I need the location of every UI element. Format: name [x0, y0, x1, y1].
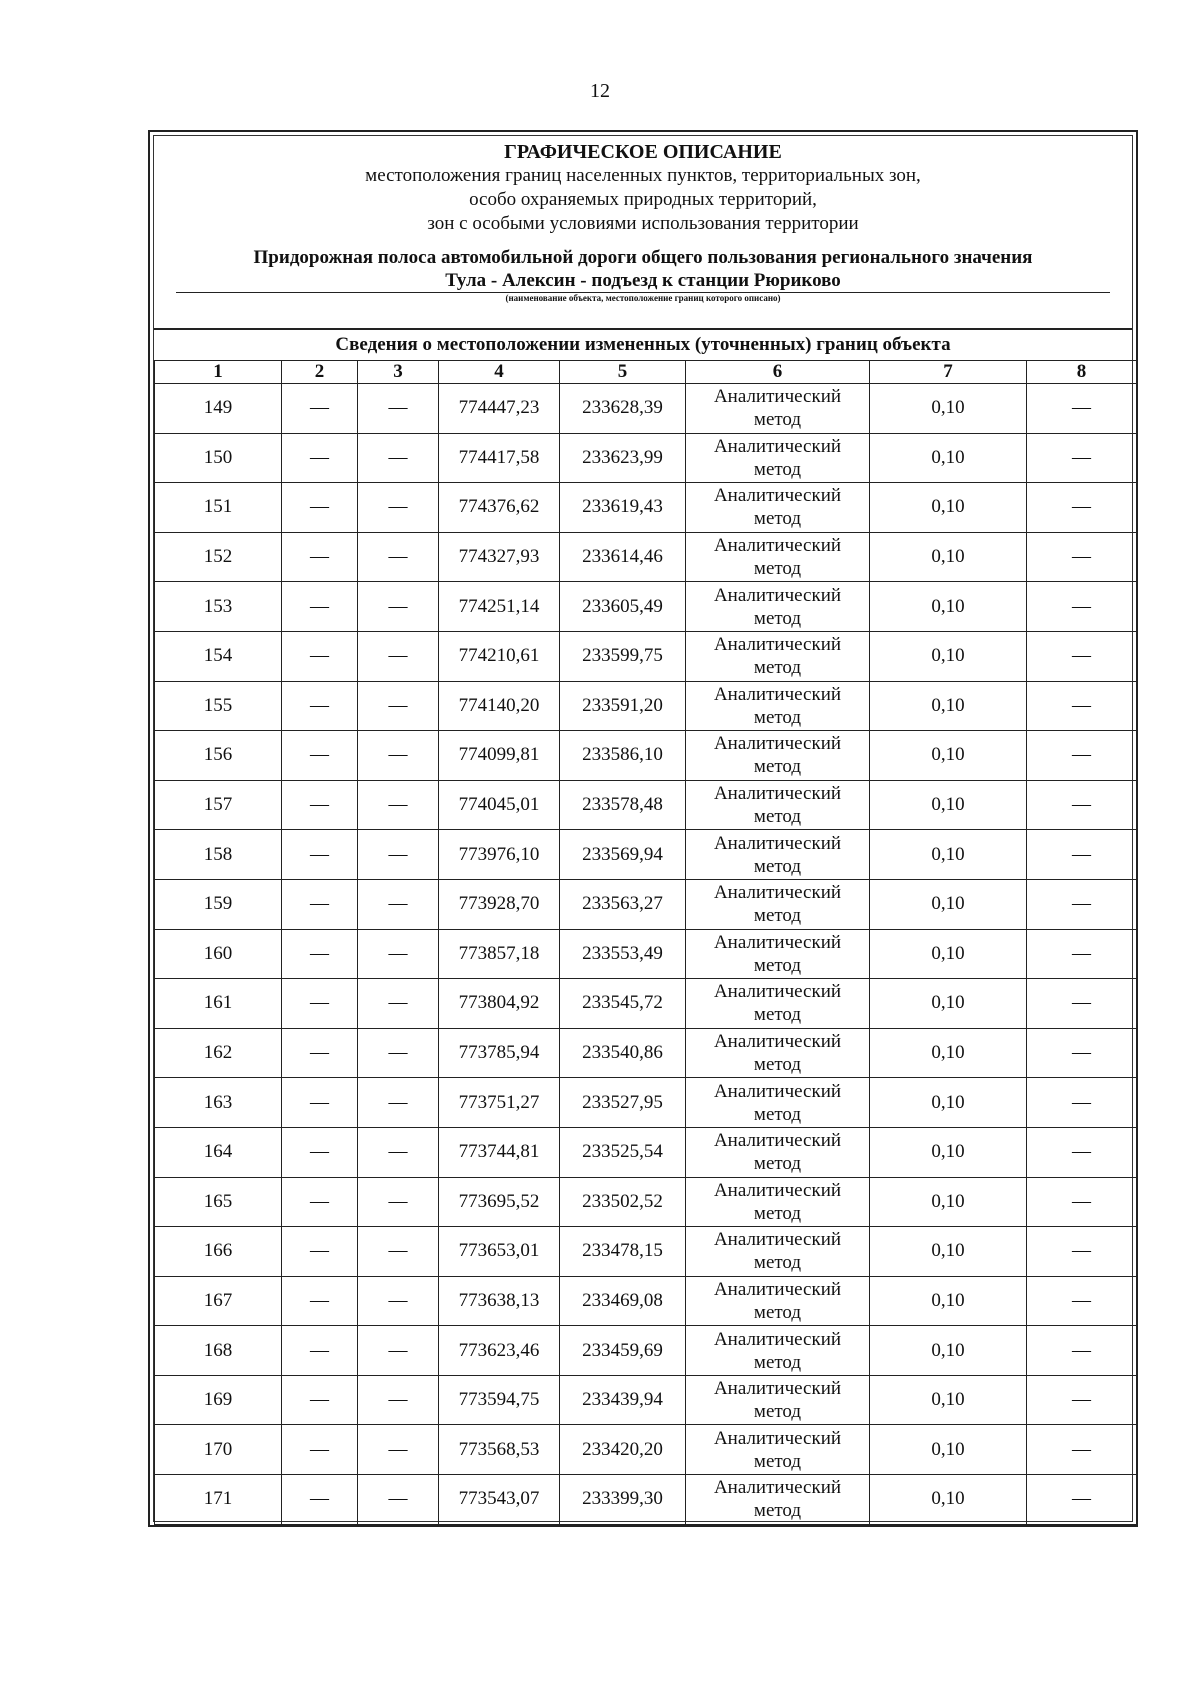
- method-line-1: Аналитический: [713, 1080, 842, 1102]
- empty-dash-cell: —: [282, 532, 358, 582]
- empty-dash-cell: —: [1027, 631, 1137, 681]
- accuracy-cell: 0,10: [870, 1078, 1027, 1128]
- accuracy-cell: 0,10: [870, 1475, 1027, 1525]
- y-coordinate-cell: 233586,10: [560, 731, 686, 781]
- empty-dash-cell: —: [1027, 1425, 1137, 1475]
- method-cell: [686, 979, 870, 1029]
- accuracy-cell: 0,10: [870, 681, 1027, 731]
- y-coordinate-cell: 233420,20: [560, 1425, 686, 1475]
- method-line-1: Аналитический: [713, 584, 842, 606]
- y-coordinate-cell: 233527,95: [560, 1078, 686, 1128]
- point-number-cell: 157: [155, 780, 282, 830]
- method-line-2: метод: [753, 706, 802, 728]
- y-coordinate-cell: 233459,69: [560, 1326, 686, 1376]
- document-inner-frame: [153, 135, 1133, 1522]
- method-cell: [686, 1375, 870, 1425]
- point-number-cell: 153: [155, 582, 282, 632]
- point-number-cell: 162: [155, 1028, 282, 1078]
- table-row: [155, 879, 1137, 929]
- empty-dash-cell: —: [1027, 384, 1137, 434]
- empty-dash-cell: —: [282, 1276, 358, 1326]
- method-cell: [686, 1475, 870, 1525]
- subtitle-line-1: местоположения границ населенных пунктов, территориальных зон,: [365, 165, 921, 186]
- table-header-row: [155, 361, 1137, 384]
- method-cell: [686, 384, 870, 434]
- empty-dash-cell: —: [282, 929, 358, 979]
- empty-dash-cell: —: [282, 1028, 358, 1078]
- y-coordinate-cell: 233569,94: [560, 830, 686, 880]
- empty-dash-cell: —: [1027, 1227, 1137, 1277]
- method-line-1: Аналитический: [713, 535, 842, 557]
- accuracy-cell: 0,10: [870, 1028, 1027, 1078]
- empty-dash-cell: —: [1027, 1475, 1137, 1525]
- method-line-1: Аналитический: [713, 1378, 842, 1400]
- document-title: ГРАФИЧЕСКОЕ ОПИСАНИЕ: [504, 141, 782, 163]
- method-cell: [686, 582, 870, 632]
- point-number-cell: 150: [155, 433, 282, 483]
- point-number-cell: 167: [155, 1276, 282, 1326]
- point-number-cell: 160: [155, 929, 282, 979]
- method-cell: [686, 681, 870, 731]
- y-coordinate-cell: 233619,43: [560, 483, 686, 533]
- method-line-2: метод: [753, 558, 802, 580]
- empty-dash-cell: —: [282, 1375, 358, 1425]
- object-name-line-2: Тула - Алексин - подъезд к станции Рюриково: [445, 270, 841, 291]
- empty-dash-cell: —: [282, 681, 358, 731]
- method-line-2: метод: [753, 1054, 802, 1076]
- accuracy-cell: 0,10: [870, 1127, 1027, 1177]
- accuracy-cell: 0,10: [870, 532, 1027, 582]
- method-line-1: Аналитический: [713, 882, 842, 904]
- table-row: [155, 631, 1137, 681]
- empty-dash-cell: —: [358, 979, 439, 1029]
- table-row: [155, 731, 1137, 781]
- method-line-1: Аналитический: [713, 435, 842, 457]
- accuracy-cell: 0,10: [870, 631, 1027, 681]
- table-row: [155, 532, 1137, 582]
- method-cell: [686, 929, 870, 979]
- point-number-cell: 158: [155, 830, 282, 880]
- x-coordinate-cell: 774376,62: [439, 483, 560, 533]
- x-coordinate-cell: 773594,75: [439, 1375, 560, 1425]
- x-coordinate-cell: 773857,18: [439, 929, 560, 979]
- x-coordinate-cell: 773568,53: [439, 1425, 560, 1475]
- empty-dash-cell: —: [1027, 532, 1137, 582]
- column-header: 2: [282, 361, 358, 384]
- method-line-2: метод: [753, 1103, 802, 1125]
- empty-dash-cell: —: [282, 1326, 358, 1376]
- method-line-1: Аналитический: [713, 832, 842, 854]
- subtitle-line-2: особо охраняемых природных территорий,: [469, 189, 817, 210]
- method-line-2: метод: [753, 1202, 802, 1224]
- table-row: [155, 1227, 1137, 1277]
- empty-dash-cell: —: [1027, 979, 1137, 1029]
- method-cell: [686, 483, 870, 533]
- method-cell: [686, 780, 870, 830]
- empty-dash-cell: —: [282, 1227, 358, 1277]
- method-line-2: метод: [753, 1301, 802, 1323]
- method-line-1: Аналитический: [713, 783, 842, 805]
- method-cell: [686, 879, 870, 929]
- method-line-1: Аналитический: [713, 1328, 842, 1350]
- method-line-2: метод: [753, 855, 802, 877]
- point-number-cell: 164: [155, 1127, 282, 1177]
- y-coordinate-cell: 233614,46: [560, 532, 686, 582]
- empty-dash-cell: —: [358, 483, 439, 533]
- method-line-2: метод: [753, 756, 802, 778]
- accuracy-cell: 0,10: [870, 1177, 1027, 1227]
- accuracy-cell: 0,10: [870, 879, 1027, 929]
- empty-dash-cell: —: [358, 1227, 439, 1277]
- accuracy-cell: 0,10: [870, 433, 1027, 483]
- empty-dash-cell: —: [1027, 483, 1137, 533]
- method-cell: [686, 631, 870, 681]
- object-name-caption: (наименование объекта, местоположение границ которого описано): [505, 293, 781, 303]
- method-line-2: метод: [753, 1004, 802, 1026]
- empty-dash-cell: —: [282, 433, 358, 483]
- accuracy-cell: 0,10: [870, 384, 1027, 434]
- table-row: [155, 1177, 1137, 1227]
- method-line-1: Аналитический: [713, 1130, 842, 1152]
- method-cell: [686, 1028, 870, 1078]
- document-header: [154, 136, 1132, 304]
- method-line-1: Аналитический: [713, 931, 842, 953]
- empty-dash-cell: —: [358, 929, 439, 979]
- x-coordinate-cell: 773744,81: [439, 1127, 560, 1177]
- table-body: [155, 384, 1137, 1525]
- x-coordinate-cell: 773804,92: [439, 979, 560, 1029]
- table-row: [155, 1028, 1137, 1078]
- x-coordinate-cell: 774210,61: [439, 631, 560, 681]
- method-cell: [686, 1425, 870, 1475]
- accuracy-cell: 0,10: [870, 780, 1027, 830]
- x-coordinate-cell: 773785,94: [439, 1028, 560, 1078]
- x-coordinate-cell: 773695,52: [439, 1177, 560, 1227]
- method-cell: [686, 1078, 870, 1128]
- table-row: [155, 1078, 1137, 1128]
- empty-dash-cell: —: [1027, 681, 1137, 731]
- empty-dash-cell: —: [358, 780, 439, 830]
- point-number-cell: 171: [155, 1475, 282, 1525]
- method-line-1: Аналитический: [713, 386, 842, 408]
- method-line-1: Аналитический: [713, 634, 842, 656]
- empty-dash-cell: —: [1027, 1177, 1137, 1227]
- y-coordinate-cell: 233599,75: [560, 631, 686, 681]
- method-line-2: метод: [753, 508, 802, 530]
- table-row: [155, 384, 1137, 434]
- section-title: Сведения о местоположении измененных (уточненных) границ объекта: [154, 328, 1132, 361]
- method-line-2: метод: [753, 1351, 802, 1373]
- method-line-1: Аналитический: [713, 1229, 842, 1251]
- method-line-2: метод: [753, 409, 802, 431]
- empty-dash-cell: —: [1027, 1078, 1137, 1128]
- x-coordinate-cell: 773976,10: [439, 830, 560, 880]
- empty-dash-cell: —: [358, 681, 439, 731]
- point-number-cell: 165: [155, 1177, 282, 1227]
- y-coordinate-cell: 233540,86: [560, 1028, 686, 1078]
- y-coordinate-cell: 233563,27: [560, 879, 686, 929]
- point-number-cell: 149: [155, 384, 282, 434]
- table-row: [155, 433, 1137, 483]
- column-header: 8: [1027, 361, 1137, 384]
- empty-dash-cell: —: [1027, 582, 1137, 632]
- point-number-cell: 163: [155, 1078, 282, 1128]
- empty-dash-cell: —: [282, 1475, 358, 1525]
- empty-dash-cell: —: [282, 582, 358, 632]
- empty-dash-cell: —: [1027, 1326, 1137, 1376]
- column-header: 5: [560, 361, 686, 384]
- method-line-1: Аналитический: [713, 683, 842, 705]
- method-line-1: Аналитический: [713, 733, 842, 755]
- point-number-cell: 156: [155, 731, 282, 781]
- table-row: [155, 582, 1137, 632]
- empty-dash-cell: —: [358, 384, 439, 434]
- empty-dash-cell: —: [1027, 929, 1137, 979]
- table-row: [155, 1475, 1137, 1525]
- table-row: [155, 929, 1137, 979]
- method-line-2: метод: [753, 607, 802, 629]
- method-cell: [686, 1127, 870, 1177]
- method-line-2: метод: [753, 954, 802, 976]
- table-row: [155, 681, 1137, 731]
- empty-dash-cell: —: [1027, 780, 1137, 830]
- table-row: [155, 1375, 1137, 1425]
- empty-dash-cell: —: [358, 1276, 439, 1326]
- empty-dash-cell: —: [358, 532, 439, 582]
- table-row: [155, 1425, 1137, 1475]
- y-coordinate-cell: 233545,72: [560, 979, 686, 1029]
- empty-dash-cell: —: [282, 1177, 358, 1227]
- x-coordinate-cell: 773543,07: [439, 1475, 560, 1525]
- empty-dash-cell: —: [282, 384, 358, 434]
- empty-dash-cell: —: [358, 582, 439, 632]
- x-coordinate-cell: 773751,27: [439, 1078, 560, 1128]
- empty-dash-cell: —: [1027, 1276, 1137, 1326]
- column-header: 1: [155, 361, 282, 384]
- method-cell: [686, 532, 870, 582]
- x-coordinate-cell: 774099,81: [439, 731, 560, 781]
- x-coordinate-cell: 773928,70: [439, 879, 560, 929]
- table-row: [155, 1326, 1137, 1376]
- method-line-2: метод: [753, 905, 802, 927]
- method-line-2: метод: [753, 806, 802, 828]
- y-coordinate-cell: 233478,15: [560, 1227, 686, 1277]
- point-number-cell: 161: [155, 979, 282, 1029]
- empty-dash-cell: —: [282, 830, 358, 880]
- empty-dash-cell: —: [358, 879, 439, 929]
- method-line-2: метод: [753, 1500, 802, 1522]
- empty-dash-cell: —: [282, 979, 358, 1029]
- empty-dash-cell: —: [282, 731, 358, 781]
- method-cell: [686, 1227, 870, 1277]
- object-name-line-1: Придорожная полоса автомобильной дороги общего пользования регионального значения: [253, 247, 1033, 268]
- empty-dash-cell: —: [282, 1127, 358, 1177]
- column-header: 6: [686, 361, 870, 384]
- x-coordinate-cell: 774045,01: [439, 780, 560, 830]
- accuracy-cell: 0,10: [870, 929, 1027, 979]
- method-line-2: метод: [753, 1401, 802, 1423]
- accuracy-cell: 0,10: [870, 1276, 1027, 1326]
- method-line-1: Аналитический: [713, 1031, 842, 1053]
- empty-dash-cell: —: [1027, 1127, 1137, 1177]
- empty-dash-cell: —: [358, 1326, 439, 1376]
- accuracy-cell: 0,10: [870, 1375, 1027, 1425]
- empty-dash-cell: —: [1027, 731, 1137, 781]
- method-line-2: метод: [753, 458, 802, 480]
- method-line-1: Аналитический: [713, 1427, 842, 1449]
- empty-dash-cell: —: [282, 879, 358, 929]
- point-number-cell: 151: [155, 483, 282, 533]
- method-line-1: Аналитический: [713, 981, 842, 1003]
- empty-dash-cell: —: [358, 1375, 439, 1425]
- empty-dash-cell: —: [358, 1028, 439, 1078]
- empty-dash-cell: —: [282, 1078, 358, 1128]
- empty-dash-cell: —: [358, 1475, 439, 1525]
- method-line-1: Аналитический: [713, 1278, 842, 1300]
- empty-dash-cell: —: [1027, 1028, 1137, 1078]
- empty-dash-cell: —: [1027, 830, 1137, 880]
- accuracy-cell: 0,10: [870, 830, 1027, 880]
- page-number: 12: [590, 80, 610, 102]
- empty-dash-cell: —: [282, 1425, 358, 1475]
- table-row: [155, 1276, 1137, 1326]
- y-coordinate-cell: 233399,30: [560, 1475, 686, 1525]
- point-number-cell: 155: [155, 681, 282, 731]
- empty-dash-cell: —: [282, 780, 358, 830]
- empty-dash-cell: —: [358, 1425, 439, 1475]
- method-cell: [686, 433, 870, 483]
- accuracy-cell: 0,10: [870, 483, 1027, 533]
- accuracy-cell: 0,10: [870, 731, 1027, 781]
- method-line-1: Аналитический: [713, 1477, 842, 1499]
- method-line-2: метод: [753, 657, 802, 679]
- x-coordinate-cell: 774140,20: [439, 681, 560, 731]
- accuracy-cell: 0,10: [870, 1425, 1027, 1475]
- empty-dash-cell: —: [1027, 433, 1137, 483]
- x-coordinate-cell: 774417,58: [439, 433, 560, 483]
- y-coordinate-cell: 233502,52: [560, 1177, 686, 1227]
- x-coordinate-cell: 774251,14: [439, 582, 560, 632]
- accuracy-cell: 0,10: [870, 979, 1027, 1029]
- y-coordinate-cell: 233623,99: [560, 433, 686, 483]
- accuracy-cell: 0,10: [870, 1227, 1027, 1277]
- empty-dash-cell: —: [358, 631, 439, 681]
- y-coordinate-cell: 233605,49: [560, 582, 686, 632]
- subtitle-line-3: зон с особыми условиями использования территории: [427, 213, 859, 234]
- empty-dash-cell: —: [358, 433, 439, 483]
- method-line-2: метод: [753, 1450, 802, 1472]
- point-number-cell: 159: [155, 879, 282, 929]
- empty-dash-cell: —: [358, 1078, 439, 1128]
- x-coordinate-cell: 774327,93: [439, 532, 560, 582]
- y-coordinate-cell: 233525,54: [560, 1127, 686, 1177]
- table-row: [155, 830, 1137, 880]
- method-cell: [686, 1276, 870, 1326]
- empty-dash-cell: —: [282, 631, 358, 681]
- point-number-cell: 169: [155, 1375, 282, 1425]
- method-line-1: Аналитический: [713, 1179, 842, 1201]
- document-frame: [148, 130, 1138, 1527]
- empty-dash-cell: —: [1027, 1375, 1137, 1425]
- method-cell: [686, 731, 870, 781]
- point-number-cell: 154: [155, 631, 282, 681]
- table-row: [155, 483, 1137, 533]
- y-coordinate-cell: 233578,48: [560, 780, 686, 830]
- empty-dash-cell: —: [282, 483, 358, 533]
- accuracy-cell: 0,10: [870, 582, 1027, 632]
- method-cell: [686, 1326, 870, 1376]
- method-line-2: метод: [753, 1252, 802, 1274]
- y-coordinate-cell: 233628,39: [560, 384, 686, 434]
- empty-dash-cell: —: [358, 731, 439, 781]
- empty-dash-cell: —: [358, 1127, 439, 1177]
- method-cell: [686, 1177, 870, 1227]
- x-coordinate-cell: 773638,13: [439, 1276, 560, 1326]
- point-number-cell: 152: [155, 532, 282, 582]
- coordinates-table: [154, 360, 1137, 1525]
- x-coordinate-cell: 774447,23: [439, 384, 560, 434]
- point-number-cell: 170: [155, 1425, 282, 1475]
- y-coordinate-cell: 233553,49: [560, 929, 686, 979]
- x-coordinate-cell: 773653,01: [439, 1227, 560, 1277]
- column-header: 4: [439, 361, 560, 384]
- method-cell: [686, 830, 870, 880]
- empty-dash-cell: —: [358, 830, 439, 880]
- column-header: 7: [870, 361, 1027, 384]
- point-number-cell: 168: [155, 1326, 282, 1376]
- table-row: [155, 1127, 1137, 1177]
- point-number-cell: 166: [155, 1227, 282, 1277]
- method-line-2: метод: [753, 1153, 802, 1175]
- table-row: [155, 780, 1137, 830]
- y-coordinate-cell: 233591,20: [560, 681, 686, 731]
- method-line-1: Аналитический: [713, 485, 842, 507]
- table-row: [155, 979, 1137, 1029]
- accuracy-cell: 0,10: [870, 1326, 1027, 1376]
- column-header: 3: [358, 361, 439, 384]
- y-coordinate-cell: 233469,08: [560, 1276, 686, 1326]
- x-coordinate-cell: 773623,46: [439, 1326, 560, 1376]
- empty-dash-cell: —: [358, 1177, 439, 1227]
- empty-dash-cell: —: [1027, 879, 1137, 929]
- y-coordinate-cell: 233439,94: [560, 1375, 686, 1425]
